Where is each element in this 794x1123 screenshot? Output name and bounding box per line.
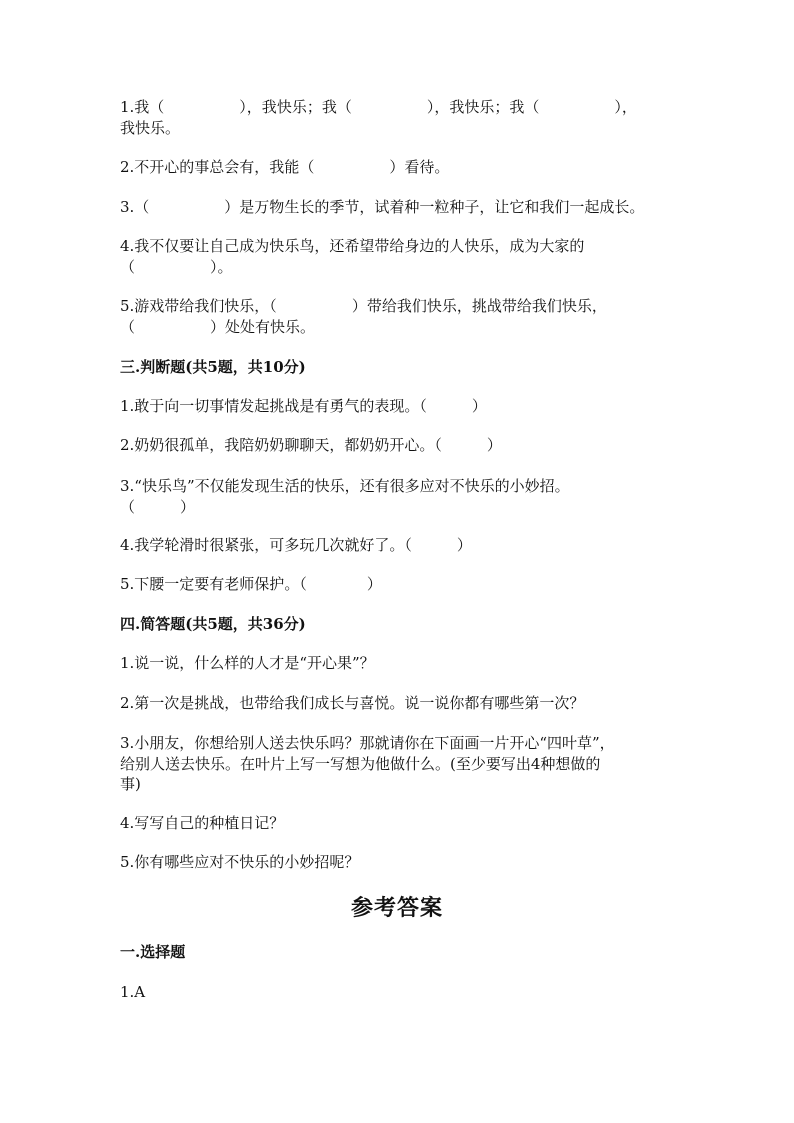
fill-in-q1-line2: 我快乐。 bbox=[120, 119, 181, 137]
judgment-q3-line2: （ ） bbox=[120, 498, 196, 516]
short-answer-q3-line1: 3.小朋友，你想给别人送去快乐吗？那就请你在下面画一片开心“四叶草”， bbox=[120, 734, 615, 752]
fill-in-q4-line2: （ ）。 bbox=[120, 258, 233, 276]
short-answer-heading: 四.简答题(共5题，共36分) bbox=[120, 615, 306, 633]
judgment-q5: 5.下腰一定要有老师保护。（ ） bbox=[120, 575, 382, 593]
judgment-q1: 1.敢于向一切事情发起挑战是有勇气的表现。（ ） bbox=[120, 397, 487, 415]
judgment-q2: 2.奶奶很孤单，我陪奶奶聊聊天，都奶奶开心。（ ） bbox=[120, 436, 502, 454]
fill-in-q1-line1: 1.我（ ），我快乐；我（ ），我快乐；我（ ）， bbox=[120, 98, 637, 116]
fill-in-q5-line2: （ ）处处有快乐。 bbox=[120, 318, 316, 336]
short-answer-q2: 2.第一次是挑战，也带给我们成长与喜悦。说一说你都有哪些第一次？ bbox=[120, 694, 585, 712]
short-answer-q4: 4.写写自己的种植日记？ bbox=[120, 814, 285, 832]
fill-in-q4-line1: 4.我不仅要让自己成为快乐鸟，还希望带给身边的人快乐，成为大家的 bbox=[120, 237, 585, 255]
fill-in-q3: 3.（ ）是万物生长的季节，试着种一粒种子，让它和我们一起成长。 bbox=[120, 198, 645, 216]
judgment-q3-line1: 3.“快乐鸟”不仅能发现生活的快乐，还有很多应对不快乐的小妙招。 bbox=[120, 477, 570, 495]
short-answer-q3-line2: 给别人送去快乐。在叶片上写一写想为他做什么。(至少要写出4种想做的 bbox=[120, 755, 601, 773]
answer-section1-heading: 一.选择题 bbox=[120, 943, 186, 961]
judgment-q4: 4.我学轮滑时很紧张，可多玩几次就好了。（ ） bbox=[120, 536, 472, 554]
short-answer-q3-line3: 事) bbox=[120, 775, 141, 793]
fill-in-q5-line1: 5.游戏带给我们快乐，（ ）带给我们快乐，挑战带给我们快乐， bbox=[120, 297, 607, 315]
fill-in-q2: 2.不开心的事总会有，我能（ ）看待。 bbox=[120, 158, 450, 176]
short-answer-q5: 5.你有哪些应对不快乐的小妙招呢？ bbox=[120, 853, 360, 871]
answer-1: 1.A bbox=[120, 983, 146, 1001]
short-answer-q1: 1.说一说，什么样的人才是“开心果”？ bbox=[120, 654, 375, 672]
judgment-heading: 三.判断题(共5题，共10分) bbox=[120, 358, 306, 376]
answer-key-title: 参考答案 bbox=[350, 895, 443, 921]
